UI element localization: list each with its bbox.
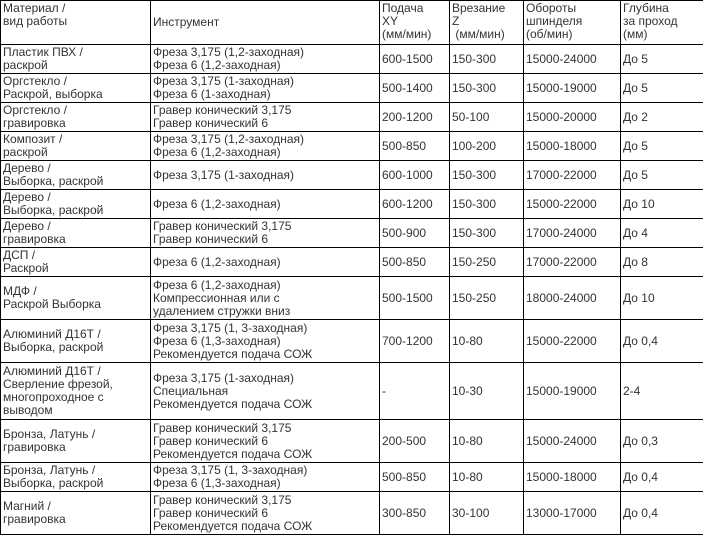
tool-cell-line: Фреза 6 (1,2-заходная) xyxy=(153,254,281,269)
plunge-z-cell: 50-100 xyxy=(450,103,524,132)
tool-cell-line: Фреза 3,175 (1, 3-заходная) xyxy=(153,320,308,335)
material-cell-line: выводом xyxy=(3,403,53,417)
material-cell xyxy=(1,190,151,219)
spindle-speed-cell: 18000-24000 xyxy=(524,277,621,320)
tool-cell-line: Фреза 6 (1,3-заходная) xyxy=(153,333,281,348)
table-row xyxy=(1,420,703,463)
table-row xyxy=(1,103,703,132)
spindle-speed-cell: 15000-22000 xyxy=(524,190,621,219)
depth-cell: До 0,4 xyxy=(621,492,703,535)
material-cell-line: гравировка xyxy=(3,232,66,246)
feed-xy-cell: 300-850 xyxy=(380,492,450,535)
tool-cell xyxy=(151,463,380,492)
table-body xyxy=(1,45,703,535)
material-cell xyxy=(1,320,151,363)
material-cell-line: ДСП / xyxy=(3,248,36,262)
tool-cell xyxy=(151,190,380,219)
material-cell xyxy=(1,74,151,103)
material-cell xyxy=(1,161,151,190)
material-cell-line: Алюминий Д16Т / xyxy=(3,327,101,341)
material-cell-line: Выборка, раскрой xyxy=(3,340,104,354)
tool-cell-line: Фреза 3,175 (1,2-заходная) xyxy=(153,132,305,146)
tool-cell xyxy=(151,45,380,74)
feed-xy-cell: 500-900 xyxy=(380,219,450,248)
plunge-z-cell: 10-30 xyxy=(450,363,524,420)
material-cell-line: Оргстекло / xyxy=(3,103,68,117)
spindle-speed-cell: 17000-22000 xyxy=(524,248,621,277)
plunge-z-cell: 150-250 xyxy=(450,277,524,320)
spindle-speed-cell: 15000-24000 xyxy=(524,45,621,74)
feed-xy-cell: 200-1200 xyxy=(380,103,450,132)
material-cell-line: гравировка xyxy=(3,116,66,130)
material-cell-line: Дерево / xyxy=(3,161,51,175)
depth-cell: До 5 xyxy=(621,74,703,103)
tool-cell-line: Гравер конический 6 xyxy=(153,116,269,130)
table-row xyxy=(1,492,703,535)
tool-cell-line: Фреза 6 (1-заходная) xyxy=(153,87,271,101)
table-row xyxy=(1,161,703,190)
material-cell xyxy=(1,248,151,277)
material-cell-line: Раскрой, выборка xyxy=(3,87,103,101)
tool-cell-line: Гравер конический 6 xyxy=(153,505,269,520)
plunge-z-cell: 150-300 xyxy=(450,161,524,190)
tool-cell-line: Фреза 6 (1,2-заходная) xyxy=(153,145,281,159)
feed-xy-cell: 600-1200 xyxy=(380,190,450,219)
table-row xyxy=(1,248,703,277)
table-row xyxy=(1,74,703,103)
header-spindle-speed: Обороты шпинделя (об/мин) xyxy=(524,1,621,45)
material-cell-line: Композит / xyxy=(3,132,63,146)
spindle-speed-cell: 17000-24000 xyxy=(524,219,621,248)
header-row xyxy=(1,1,703,45)
header-plunge-z: Врезание Z (мм/мин) xyxy=(450,1,524,45)
spindle-speed-cell: 15000-19000 xyxy=(524,363,621,420)
material-cell-line: Дерево / xyxy=(3,219,51,233)
plunge-z-cell: 150-300 xyxy=(450,74,524,103)
material-cell-line: Бронза, Латунь / xyxy=(3,427,96,441)
tool-cell xyxy=(151,363,380,420)
table-row xyxy=(1,320,703,363)
header-tool: Инструмент xyxy=(151,1,380,45)
feed-xy-cell: 500-850 xyxy=(380,132,450,161)
plunge-z-cell: 150-300 xyxy=(450,219,524,248)
feed-xy-cell: - xyxy=(380,363,450,420)
depth-cell: До 5 xyxy=(621,45,703,74)
tool-cell xyxy=(151,320,380,363)
tool-cell-line: Рекомендуется подача СОЖ xyxy=(153,346,313,361)
spindle-speed-cell: 15000-20000 xyxy=(524,103,621,132)
material-cell-line: многопроходное с xyxy=(3,390,104,404)
material-cell xyxy=(1,103,151,132)
tool-cell-line: Гравер конический 3,175 xyxy=(153,103,292,117)
feed-xy-cell: 700-1200 xyxy=(380,320,450,363)
tool-cell-line: Фреза 3,175 (1, 3-заходная) xyxy=(153,463,308,477)
material-cell-line: Выборка, раскрой xyxy=(3,174,104,188)
spindle-speed-cell: 13000-17000 xyxy=(524,492,621,535)
material-cell xyxy=(1,492,151,535)
material-cell-line: Выборка, раскрой xyxy=(3,476,104,490)
material-cell xyxy=(1,363,151,420)
table-row xyxy=(1,45,703,74)
table-row xyxy=(1,190,703,219)
plunge-z-cell: 10-80 xyxy=(450,463,524,492)
plunge-z-cell: 150-300 xyxy=(450,190,524,219)
tool-cell xyxy=(151,161,380,190)
table-row xyxy=(1,219,703,248)
depth-cell: До 10 xyxy=(621,190,703,219)
feed-xy-cell: 500-850 xyxy=(380,248,450,277)
plunge-z-cell: 150-250 xyxy=(450,248,524,277)
spindle-speed-cell: 15000-22000 xyxy=(524,320,621,363)
depth-cell: До 8 xyxy=(621,248,703,277)
tool-cell-line: Фреза 3,175 (1-заходная) xyxy=(153,74,294,88)
material-cell xyxy=(1,277,151,320)
table-row xyxy=(1,132,703,161)
material-cell xyxy=(1,420,151,463)
spindle-speed-cell: 15000-24000 xyxy=(524,420,621,463)
feed-xy-cell: 500-1500 xyxy=(380,277,450,320)
tool-cell xyxy=(151,132,380,161)
spindle-speed-cell: 15000-18000 xyxy=(524,132,621,161)
header-feed-xy: Подача XY (мм/мин) xyxy=(380,1,450,45)
feed-xy-cell: 600-1500 xyxy=(380,45,450,74)
plunge-z-cell: 10-80 xyxy=(450,320,524,363)
material-cell-line: раскрой xyxy=(3,145,48,159)
depth-cell: До 5 xyxy=(621,132,703,161)
material-cell xyxy=(1,45,151,74)
tool-cell-line: удалением стружки вниз xyxy=(153,303,291,318)
tool-cell xyxy=(151,103,380,132)
tool-cell-line: Гравер конический 3,175 xyxy=(153,492,292,507)
depth-cell: До 5 xyxy=(621,161,703,190)
spindle-speed-cell: 15000-18000 xyxy=(524,463,621,492)
feed-xy-cell: 600-1000 xyxy=(380,161,450,190)
feed-xy-cell: 500-1400 xyxy=(380,74,450,103)
tool-cell xyxy=(151,492,380,535)
plunge-z-cell: 30-100 xyxy=(450,492,524,535)
plunge-z-cell: 100-200 xyxy=(450,132,524,161)
tool-cell-line: Фреза 3,175 (1-заходная) xyxy=(153,370,294,385)
material-cell-line: гравировка xyxy=(3,440,66,454)
material-cell-line: Дерево / xyxy=(3,190,51,204)
tool-cell xyxy=(151,248,380,277)
material-cell xyxy=(1,219,151,248)
tool-cell-line: Рекомендуется подача СОЖ xyxy=(153,396,313,411)
material-cell-line: раскрой xyxy=(3,58,48,72)
material-cell-line: Магний / xyxy=(3,499,51,513)
spindle-speed-cell: 15000-19000 xyxy=(524,74,621,103)
tool-cell-line: Рекомендуется подача СОЖ xyxy=(153,518,313,533)
tool-cell-line: Специальная xyxy=(153,383,229,398)
table-row xyxy=(1,363,703,420)
material-cell xyxy=(1,463,151,492)
material-cell-line: Оргстекло / xyxy=(3,74,68,88)
depth-cell: До 0,4 xyxy=(621,320,703,363)
table-row xyxy=(1,277,703,320)
depth-cell: 2-4 xyxy=(621,363,703,420)
plunge-z-cell: 150-300 xyxy=(450,45,524,74)
feed-xy-cell: 200-500 xyxy=(380,420,450,463)
plunge-z-cell: 10-80 xyxy=(450,420,524,463)
material-cell xyxy=(1,132,151,161)
tool-cell-line: Гравер конический 3,175 xyxy=(153,420,292,435)
material-cell-line: Бронза, Латунь / xyxy=(3,463,96,477)
tool-cell-line: Фреза 6 (1,2-заходная) xyxy=(153,196,281,211)
tool-cell-line: Фреза 3,175 (1,2-заходная) xyxy=(153,45,305,59)
depth-cell: До 4 xyxy=(621,219,703,248)
material-cell-line: гравировка xyxy=(3,512,66,526)
material-cell-line: Выборка, раскрой xyxy=(3,203,104,217)
material-cell-line: Раскрой xyxy=(3,261,49,275)
material-cell-line: МДФ / xyxy=(3,284,37,298)
tool-cell-line: Фреза 6 (1,2-заходная) xyxy=(153,58,281,72)
tool-cell-line: Компрессионная или с xyxy=(153,290,280,305)
feed-xy-cell: 500-850 xyxy=(380,463,450,492)
tool-cell-line: Фреза 6 (1,3-заходная) xyxy=(153,476,281,490)
material-cell-line: Пластик ПВХ / xyxy=(3,45,83,59)
material-cell-line: Сверление фрезой, xyxy=(3,377,113,391)
tool-cell xyxy=(151,277,380,320)
table-row xyxy=(1,463,703,492)
tool-cell-line: Фреза 3,175 (1-заходная) xyxy=(153,167,294,182)
header-material: Материал / вид работы xyxy=(1,1,151,45)
tool-cell xyxy=(151,74,380,103)
depth-cell: До 2 xyxy=(621,103,703,132)
spindle-speed-cell: 17000-22000 xyxy=(524,161,621,190)
depth-cell: До 0,4 xyxy=(621,463,703,492)
tool-cell-line: Гравер конический 3,175 xyxy=(153,219,292,233)
depth-cell: До 0,3 xyxy=(621,420,703,463)
tool-cell xyxy=(151,219,380,248)
material-cell-line: Алюминий Д16Т / xyxy=(3,364,101,378)
header-depth-per-pass: Глубина за проход (мм) xyxy=(621,1,703,45)
tool-cell-line: Фреза 6 (1,2-заходная) xyxy=(153,277,281,292)
tool-cell xyxy=(151,420,380,463)
material-cell-line: Раскрой Выборка xyxy=(3,297,101,311)
tool-cell-line: Гравер конический 6 xyxy=(153,232,269,246)
tool-cell-line: Гравер конический 6 xyxy=(153,433,269,448)
depth-cell: До 10 xyxy=(621,277,703,320)
tool-cell-line: Рекомендуется подача СОЖ xyxy=(153,446,313,461)
